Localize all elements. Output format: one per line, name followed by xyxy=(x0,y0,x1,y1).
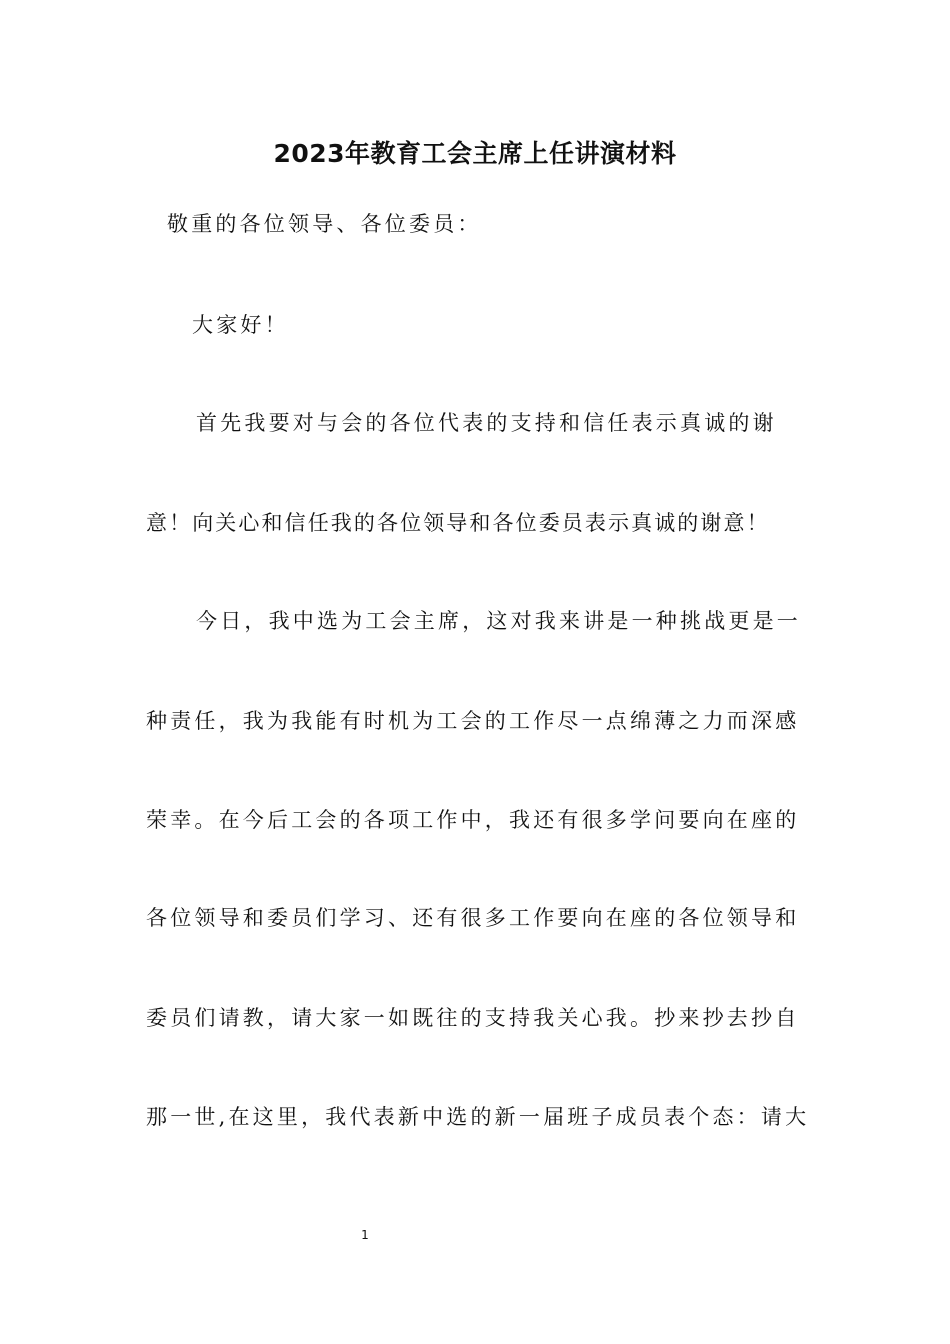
paragraph-line: 荣幸。在今后工会的各项工作中，我还有很多学问要向在座的 xyxy=(146,808,800,832)
paragraph-line: 各位领导和委员们学习、还有很多工作要向在座的各位领导和 xyxy=(146,906,800,930)
page-number: 1 xyxy=(361,1228,369,1242)
paragraph-line: 意！向关心和信任我的各位领导和各位委员表示真诚的谢意！ xyxy=(146,511,770,535)
paragraph-line: 委员们请教，请大家一如既往的支持我关心我。抄来抄去抄自 xyxy=(146,1006,800,1030)
greeting: 大家好！ xyxy=(192,313,289,337)
paragraph-line: 今日，我中选为工会主席，这对我来讲是一种挑战更是一 xyxy=(196,609,801,633)
salutation: 敬重的各位领导、各位委员： xyxy=(167,212,482,236)
paragraph-line: 那一世,在这里，我代表新中选的新一届班子成员表个态：请大 xyxy=(146,1105,810,1129)
paragraph-line: 种责任，我为我能有时机为工会的工作尽一点绵薄之力而深感 xyxy=(146,709,800,733)
paragraph-line: 首先我要对与会的各位代表的支持和信任表示真诚的谢 xyxy=(196,411,777,435)
document-title: 2023年教育工会主席上任讲演材料 xyxy=(273,139,677,168)
